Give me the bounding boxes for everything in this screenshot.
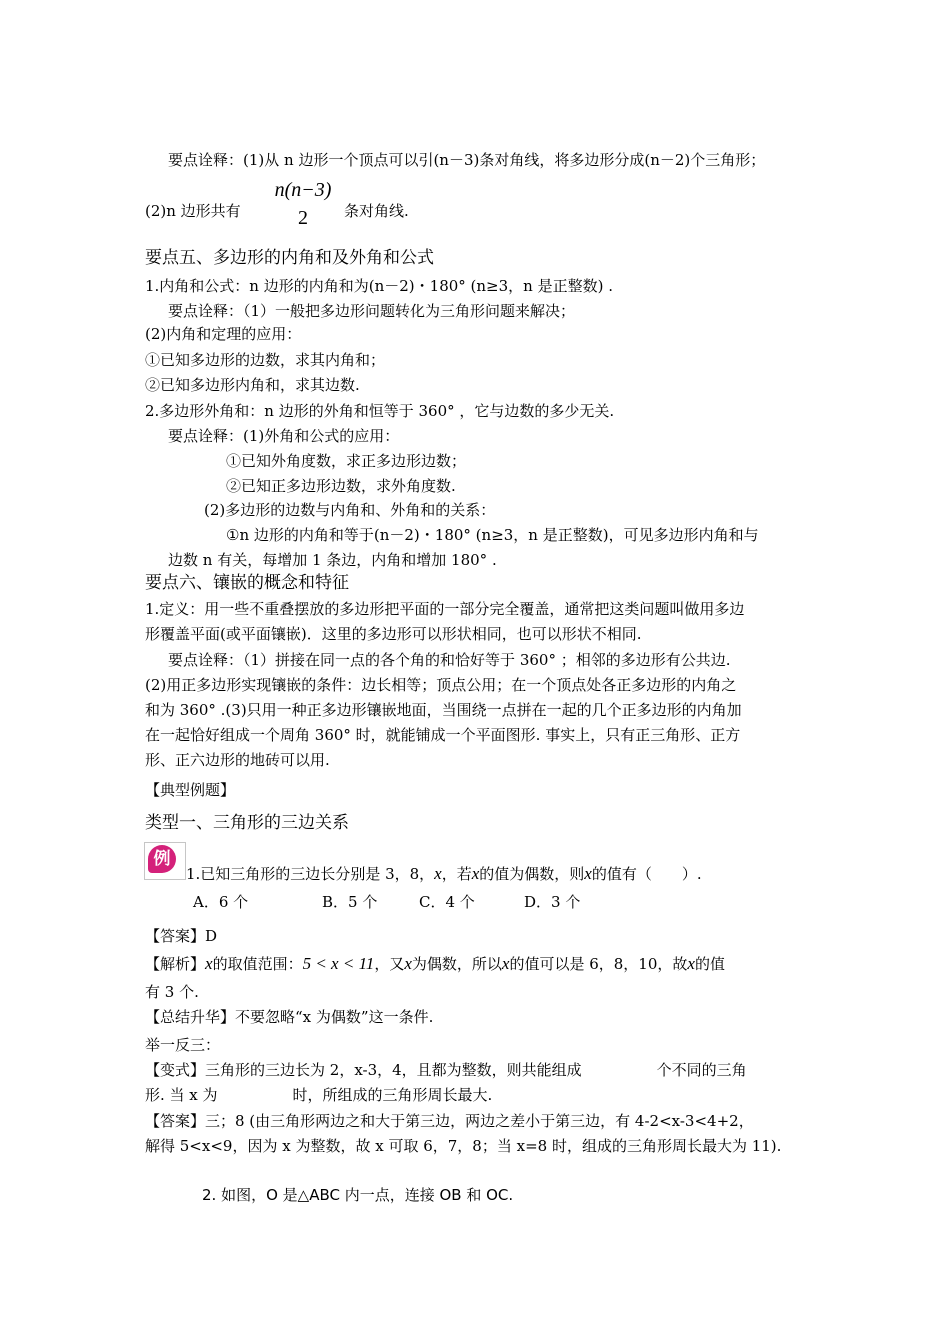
- typical-examples-heading: 【典型例题】: [145, 781, 236, 799]
- section-heading-5: 要点五、多边形的内角和及外角和公式: [145, 248, 434, 268]
- option-c: C．4 个: [419, 893, 475, 911]
- question-2: 2. 如图，O 是△ABC 内一点，连接 OB 和 OC.: [202, 1186, 514, 1204]
- note-line-3: 要点诠释：（1）一般把多边形问题转化为三角形问题来解决；: [168, 302, 576, 320]
- note-line-1: 要点诠释：(1)从 n 边形一个顶点可以引(n－3)条对角线，将多边形分成(n－2)个三角形；: [168, 151, 766, 169]
- definition-line-1: 1.定义：用一些不重叠摆放的多边形把平面的一部分完全覆盖，通常把这类问题叫做用多边: [145, 600, 745, 618]
- note-line-10: (2)多边形的边数与内角和、外角和的关系：: [204, 501, 496, 519]
- question-1: 1.已知三角形的三边长分别是 3，8，x，若x的值为偶数，则x的值有（ ）.: [186, 864, 702, 883]
- note-line-12: 边数 n 有关，每增加 1 条边，内角和增加 180° .: [168, 551, 497, 569]
- answer-2-line-1: 【答案】三；8 (由三角形两边之和大于第三边，两边之差小于第三边，有 4-2<x-3<4+2，: [145, 1112, 754, 1130]
- practice-heading: 举一反三：: [145, 1036, 221, 1054]
- note-line-9: ②已知正多边形边数，求外角度数.: [226, 477, 456, 495]
- note-line-7: 要点诠释：(1)外角和公式的应用：: [168, 427, 400, 445]
- interior-angle-formula: 1.内角和公式：n 边形的内角和为(n－2)・180° (n≥3，n 是正整数) .: [145, 277, 613, 295]
- note-line-15: 和为 360° .(3)只用一种正多边形镶嵌地面，当围绕一点拼在一起的几个正多边形的内角加: [145, 701, 742, 719]
- summary: 【总结升华】不要忽略“x 为偶数”这一条件.: [145, 1008, 434, 1026]
- answer-2-line-2: 解得 5<x<9，因为 x 为整数，故 x 可取 6，7，8；当 x=8 时，组成的三角形周长最大为 11).: [145, 1137, 782, 1155]
- note-line-17: 形、正六边形的地砖可以用.: [145, 751, 330, 769]
- fraction-diagonals: [268, 176, 338, 232]
- variant-line-2: 形. 当 x 为 时，所组成的三角形周长最大.: [145, 1086, 493, 1104]
- example-badge-icon: 例: [148, 845, 176, 873]
- fraction-denominator: 2: [298, 207, 308, 229]
- note-line-4: (2)内角和定理的应用：: [145, 325, 302, 343]
- note-line-16: 在一起恰好组成一个周角 360° 时，就能铺成一个平面图形. 事实上，只有正三角形、正方: [145, 726, 741, 744]
- section-heading-6: 要点六、镶嵌的概念和特征: [145, 573, 349, 593]
- example-icon: [144, 842, 186, 880]
- option-d: D．3 个: [524, 893, 581, 911]
- option-b: B．5 个: [322, 893, 378, 911]
- answer-1: 【答案】D: [145, 927, 218, 945]
- note-line-13: 要点诠释：（1）拼接在同一点的各个角的和恰好等于 360° ；相邻的多边形有公共边.: [168, 651, 731, 669]
- definition-line-2: 形覆盖平面(或平面镶嵌)．这里的多边形可以形状相同，也可以形状不相同.: [145, 625, 642, 643]
- note-line-2-prefix: (2)n 边形共有: [145, 202, 241, 220]
- fraction-numerator: n(n−3): [274, 179, 332, 201]
- variant-line-1: 【变式】三角形的三边长为 2，x-3，4，且都为整数，则共能组成 个不同的三角: [145, 1061, 747, 1079]
- note-line-14: (2)用正多边形实现镶嵌的条件：边长相等；顶点公用；在一个顶点处各正多边形的内角之: [145, 676, 737, 694]
- note-line-2-suffix: 条对角线.: [344, 202, 409, 220]
- note-line-6: ②已知多边形内角和，求其边数.: [145, 376, 360, 394]
- note-line-8: ①已知外角度数，求正多边形边数；: [226, 452, 467, 470]
- note-line-5: ①已知多边形的边数，求其内角和；: [145, 351, 386, 369]
- analysis-1-cont: 有 3 个.: [145, 983, 199, 1001]
- analysis-1: 【解析】x的取值范围：5 < x < 11，又x为偶数，所以x的值可以是 6，8，10，故x的值: [145, 954, 725, 973]
- note-line-11: ①n 边形的内角和等于(n－2)・180° (n≥3，n 是正整数)，可见多边形内角和与: [226, 526, 759, 544]
- type-1-heading: 类型一、三角形的三边关系: [145, 813, 349, 833]
- option-a: A．6 个: [193, 893, 249, 911]
- exterior-angle-formula: 2.多边形外角和：n 边形的外角和恒等于 360° ，它与边数的多少无关.: [145, 402, 615, 420]
